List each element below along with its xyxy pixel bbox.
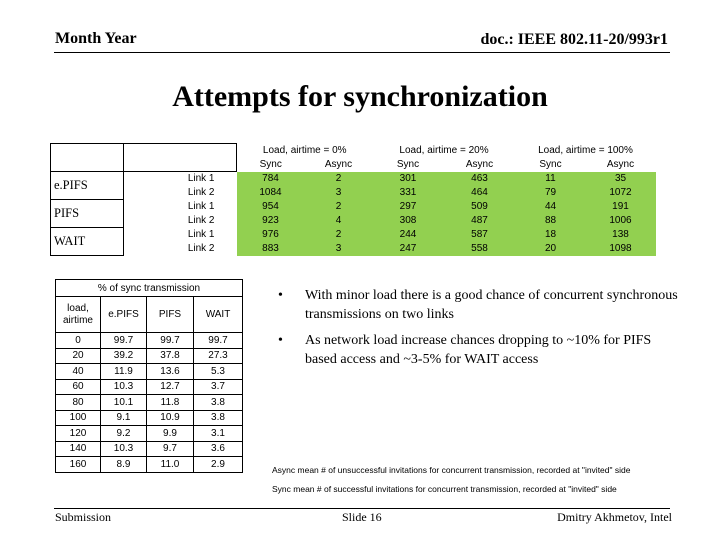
percent-cell: 9.7 (147, 441, 194, 457)
percent-cell: 39.2 (101, 348, 147, 364)
link-label: Link 2 (187, 215, 215, 226)
percent-cell: 27.3 (194, 348, 243, 364)
sync-table-caption: % of sync transmission (56, 280, 243, 297)
value-cell: 464 (444, 186, 516, 200)
percent-cell: 5.3 (194, 364, 243, 380)
load-header: Load, airtime = 20% (399, 145, 489, 156)
load-header: Load, airtime = 0% (262, 145, 347, 156)
table-row (56, 348, 243, 364)
value-cell: 1084 (237, 186, 305, 200)
value-cell: 463 (444, 172, 516, 186)
bullet-marker: • (278, 333, 283, 348)
load-header-row (51, 144, 656, 158)
percent-cell: 13.6 (147, 364, 194, 380)
load-cell: 140 (56, 441, 101, 457)
value-cell: 301 (373, 172, 444, 186)
link-label: Link 1 (187, 201, 215, 212)
footer-submission: Submission (55, 510, 112, 524)
corner-cell (124, 144, 237, 172)
value-cell: 138 (586, 228, 656, 242)
bullet-text: With minor load there is a good chance of concurrent synchronous transmissions on two links (305, 288, 678, 322)
load-cell: 0 (56, 333, 101, 349)
percent-cell: 3.1 (194, 426, 243, 442)
percent-cell: 9.9 (147, 426, 194, 442)
link-label: Link 1 (187, 173, 215, 185)
sub-header: Async (324, 159, 353, 170)
load-cell: 120 (56, 426, 101, 442)
value-cell: 247 (373, 242, 444, 256)
value-cell: 1098 (586, 242, 656, 256)
link-label: Link 2 (187, 243, 215, 254)
percent-cell: 10.1 (101, 395, 147, 411)
value-cell: 3 (305, 242, 373, 256)
percent-cell: 99.7 (147, 333, 194, 349)
value-cell: 883 (237, 242, 305, 256)
percent-cell: 10.3 (101, 379, 147, 395)
value-cell: 4 (305, 214, 373, 228)
value-cell: 18 (516, 228, 586, 242)
value-cell: 1006 (586, 214, 656, 228)
table-row (56, 410, 243, 426)
table-row (51, 200, 656, 214)
value-cell: 954 (237, 200, 305, 214)
bullet-item (278, 286, 678, 324)
value-cell: 587 (444, 228, 516, 242)
table-row (56, 364, 243, 380)
load-results-table (50, 143, 656, 256)
sync-table-body (56, 333, 243, 473)
load-header: Load, airtime = 100% (538, 145, 633, 156)
group-label: e.PIFS (51, 172, 124, 200)
slide-title: Attempts for synchronization (172, 80, 548, 113)
value-cell: 2 (305, 172, 373, 186)
value-cell: 2 (305, 200, 373, 214)
percent-cell: 3.6 (194, 441, 243, 457)
value-cell: 1072 (586, 186, 656, 200)
value-cell: 88 (516, 214, 586, 228)
percent-cell: 99.7 (101, 333, 147, 349)
percent-cell: 10.3 (101, 441, 147, 457)
sub-header: Sync (259, 159, 282, 170)
sync-percentage-table (55, 279, 243, 473)
sub-header: Async (606, 159, 635, 170)
percent-cell: 11.0 (147, 457, 194, 473)
value-cell: 244 (373, 228, 444, 242)
value-cell: 44 (516, 200, 586, 214)
corner-cell (51, 144, 124, 172)
table-row (56, 379, 243, 395)
percent-cell: 12.7 (147, 379, 194, 395)
bullet-item (278, 331, 678, 369)
table-row (51, 242, 656, 256)
percent-cell: 9.1 (101, 410, 147, 426)
slide-number: Slide 16 (342, 510, 382, 524)
link-label: Link 1 (187, 229, 215, 240)
load-cell: 60 (56, 379, 101, 395)
sub-header: Async (465, 159, 494, 170)
sub-header: Sync (396, 159, 420, 170)
table-row (51, 214, 656, 228)
value-cell: 923 (237, 214, 305, 228)
value-cell: 509 (444, 200, 516, 214)
table-row (56, 333, 243, 349)
load-cell: 160 (56, 457, 101, 473)
async-note: Async mean # of unsuccessful invitations for concurrent transmission, recorded at "invited" side (272, 465, 631, 475)
link-label: Link 2 (187, 187, 215, 198)
percent-cell: 99.7 (194, 333, 243, 349)
value-cell: 3 (305, 186, 373, 200)
sync-note: Sync mean # of successful invitations for concurrent transmission, recorded at "invited" side (272, 484, 617, 494)
value-cell: 2 (305, 228, 373, 242)
table-row (51, 172, 656, 186)
footer-divider (54, 508, 670, 509)
table-row (51, 186, 656, 200)
footer-author: Dmitry Akhmetov, Intel (557, 510, 672, 524)
percent-cell: 37.8 (147, 348, 194, 364)
percent-cell: 3.8 (194, 395, 243, 411)
header-divider (54, 52, 670, 53)
column-header: WAIT (194, 297, 243, 333)
percent-cell: 3.8 (194, 410, 243, 426)
value-cell: 191 (586, 200, 656, 214)
value-cell: 79 (516, 186, 586, 200)
load-cell: 40 (56, 364, 101, 380)
percent-cell: 9.2 (101, 426, 147, 442)
value-cell: 558 (444, 242, 516, 256)
group-label: PIFS (51, 200, 124, 228)
value-cell: 976 (237, 228, 305, 242)
percent-cell: 11.9 (101, 364, 147, 380)
header-doc-id: doc.: IEEE 802.11-20/993r1 (480, 31, 668, 48)
value-cell: 20 (516, 242, 586, 256)
value-cell: 35 (586, 172, 656, 186)
bullet-marker: • (278, 288, 283, 303)
bullet-text: As network load increase chances dropping to ~10% for PIFS based access and ~3-5% for WAIT access (305, 333, 652, 367)
sub-header: Sync (539, 159, 562, 170)
percent-cell: 3.7 (194, 379, 243, 395)
bullet-list (278, 286, 678, 376)
value-cell: 331 (373, 186, 444, 200)
header-date: Month Year (55, 30, 137, 47)
value-cell: 784 (237, 172, 305, 186)
percent-cell: 11.8 (147, 395, 194, 411)
table-row (56, 395, 243, 411)
value-cell: 487 (444, 214, 516, 228)
table-row (56, 457, 243, 473)
percent-cell: 10.9 (147, 410, 194, 426)
load-cell: 20 (56, 348, 101, 364)
value-cell: 11 (516, 172, 586, 186)
group-label: WAIT (51, 228, 124, 256)
value-cell: 308 (373, 214, 444, 228)
table-row (56, 441, 243, 457)
load-cell: 100 (56, 410, 101, 426)
table-row (51, 228, 656, 242)
table-row (56, 426, 243, 442)
column-header: e.PIFS (101, 297, 147, 333)
column-header: load, airtime (56, 297, 101, 333)
load-cell: 80 (56, 395, 101, 411)
percent-cell: 2.9 (194, 457, 243, 473)
column-header: PIFS (147, 297, 194, 333)
percent-cell: 8.9 (101, 457, 147, 473)
value-cell: 297 (373, 200, 444, 214)
